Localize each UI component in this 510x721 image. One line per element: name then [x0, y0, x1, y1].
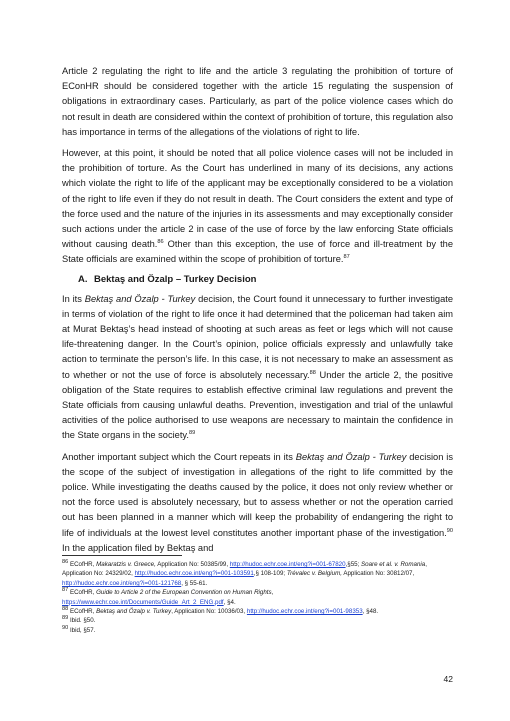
footnote-divider — [62, 555, 182, 556]
paragraph-text: decision, the Court found it unnecessary to further investigate in terms of violation of the right to life once it had determined that the policeman had taken aim at Murat Bektaş’s head instead of shooting at such areas as feet or legs which will not cause life-threatening danger. In the Court’s opinion, police officials expressly and unlawfully take action to terminate the person’s life. In this case, it is not necessary to make an assessment as to whether or not the use of force is absolutely necessary. — [62, 293, 453, 380]
footnote-link[interactable]: http://hudoc.echr.coe.int/eng?i=001-67820 — [229, 561, 346, 568]
heading-letter: A. — [78, 273, 88, 285]
footnote-text: , § 55-61. — [181, 579, 208, 587]
footnote-text: ECofHR, — [68, 589, 97, 597]
footnote-text: Application No: 30812/07, — [341, 570, 415, 578]
footnote-text: ECofHR, — [68, 608, 97, 616]
footnote-link[interactable]: https://www.echr.coe.int/Documents/Guide_Art_2_ENG.pdf — [62, 598, 224, 606]
paragraph — [62, 292, 453, 444]
footnote-text: , Application No: 24329/02, — [62, 561, 427, 578]
paragraph-text: In the application filed by Bektaş and — [62, 542, 214, 553]
footnote-text: Ibid, §57. — [68, 626, 96, 634]
case-name: Bektaş and Özalp - Turkey — [295, 451, 407, 462]
footnote-number: 87 — [62, 587, 69, 594]
footnote-number: 86 — [62, 558, 69, 565]
footnote-86 — [62, 560, 453, 588]
footnote-90 — [62, 626, 453, 635]
footnotes — [62, 560, 453, 635]
heading-text: Bektaş and Özalp – Turkey Decision — [94, 273, 257, 285]
footnote-ref[interactable]: 90 — [446, 527, 453, 534]
case-name: Trévalec v. Belgium, — [286, 570, 342, 578]
footnote-number: 88 — [62, 605, 69, 612]
footnote-text: , Application No: 10036/03, — [171, 608, 247, 616]
footnote-link[interactable]: http://hudoc.echr.coe.int/eng?i=001-98353 — [246, 608, 363, 616]
footnote-text: ECofHR, — [68, 561, 97, 568]
footnote-ref[interactable]: 88 — [309, 369, 316, 376]
paragraph — [62, 450, 453, 556]
page-number: 42 — [443, 674, 453, 684]
section-heading — [78, 274, 453, 285]
page-body — [62, 64, 453, 562]
paragraph-text: Article 2 regulating the right to life and the article 3 regulating the prohibition of torture of EConHR should be considered together with the article 15 regulating the suspension of obligations in extraordinary cases. Particularly, as part of the police violence cases which do not result in death are considered within the context of prohibition of torture, this regulation also has importance in terms of the allegations of the violations of right to life. — [62, 66, 453, 137]
footnote-text: ,§55; — [345, 561, 362, 568]
footnote-number: 89 — [62, 615, 69, 622]
paragraph — [62, 146, 453, 268]
case-name: Makaratzis v. Greece, — [96, 561, 156, 568]
paragraph-text: Other than this exception, the use of force and ill-treatment by the State officials are examined within the scope of prohibition of torture. — [62, 239, 453, 265]
paragraph-text: Another important subject which the Court repeats in its — [62, 451, 296, 462]
footnote-link[interactable]: http://hudoc.echr.coe.int/eng?i=001-103591 — [134, 570, 254, 578]
footnote-87 — [62, 588, 453, 607]
footnote-88 — [62, 607, 453, 616]
footnote-ref[interactable]: 86 — [157, 239, 164, 246]
footnote-89 — [62, 616, 453, 625]
footnote-text: ,§ 108-109; — [253, 570, 287, 578]
document-title: Guide to Article 2 of the European Convention on Human Rights — [96, 589, 272, 597]
paragraph-text: decision is the scope of the subject of investigation in allegations of the right to life committed by the police. While investigating the deaths caused by the police, it does not only review whether or not the force used is absolutely necessary, but to assess whether or not the operation carried out has been planned in a manner which will keep the probability of endangering the right to life of individuals at the lowest level constitutes another important phase of the investigation. — [62, 451, 453, 538]
paragraph-text: However, at this point, it should be noted that all police violence cases will not be included in the prohibition of torture. As the Court has underlined in many of its decisions, any actions which violate the right to life of the applicant may be exceptionally considered to be a violation of the right to life even if they do not result in death. The Court considers the extent and type of the force used and the nature of the injuries in its assessments and may exceptionally consider such actions under the article 2 in case of the use of force by the law enforcing State officials without causing death. — [62, 148, 453, 250]
paragraph-text: In its — [62, 293, 85, 304]
footnote-link[interactable]: http://hudoc.echr.coe.int/eng?i=001-121768 — [62, 579, 182, 587]
footnote-text: Application No: 50385/99, — [155, 561, 230, 568]
footnote-text: , — [271, 589, 274, 597]
paragraph-text: Under the article 2, the positive obligation of the State requires to establish effective criminal law regulations and prevent the State officials from causing unlawful deaths. Prevention, investigation and trial of the unlawful activities of the police authorised to use weapons are necessary to maintain the confidence in the State organs in the society. — [62, 369, 453, 441]
case-name: Soare et al. v. Romania — [361, 561, 426, 568]
footnote-ref[interactable]: 89 — [188, 430, 196, 437]
footnote-text: , §4. — [223, 598, 236, 606]
case-name: Bektaş and Özalp v. Turkey — [96, 608, 172, 616]
paragraph — [62, 64, 453, 140]
footnote-number: 90 — [62, 624, 69, 631]
footnote-ref[interactable]: 87 — [343, 254, 350, 261]
footnote-text: Ibid. §50. — [68, 617, 96, 625]
case-name: Bektaş and Özalp - Turkey — [84, 293, 196, 304]
footnote-text: , §48. — [362, 608, 379, 616]
